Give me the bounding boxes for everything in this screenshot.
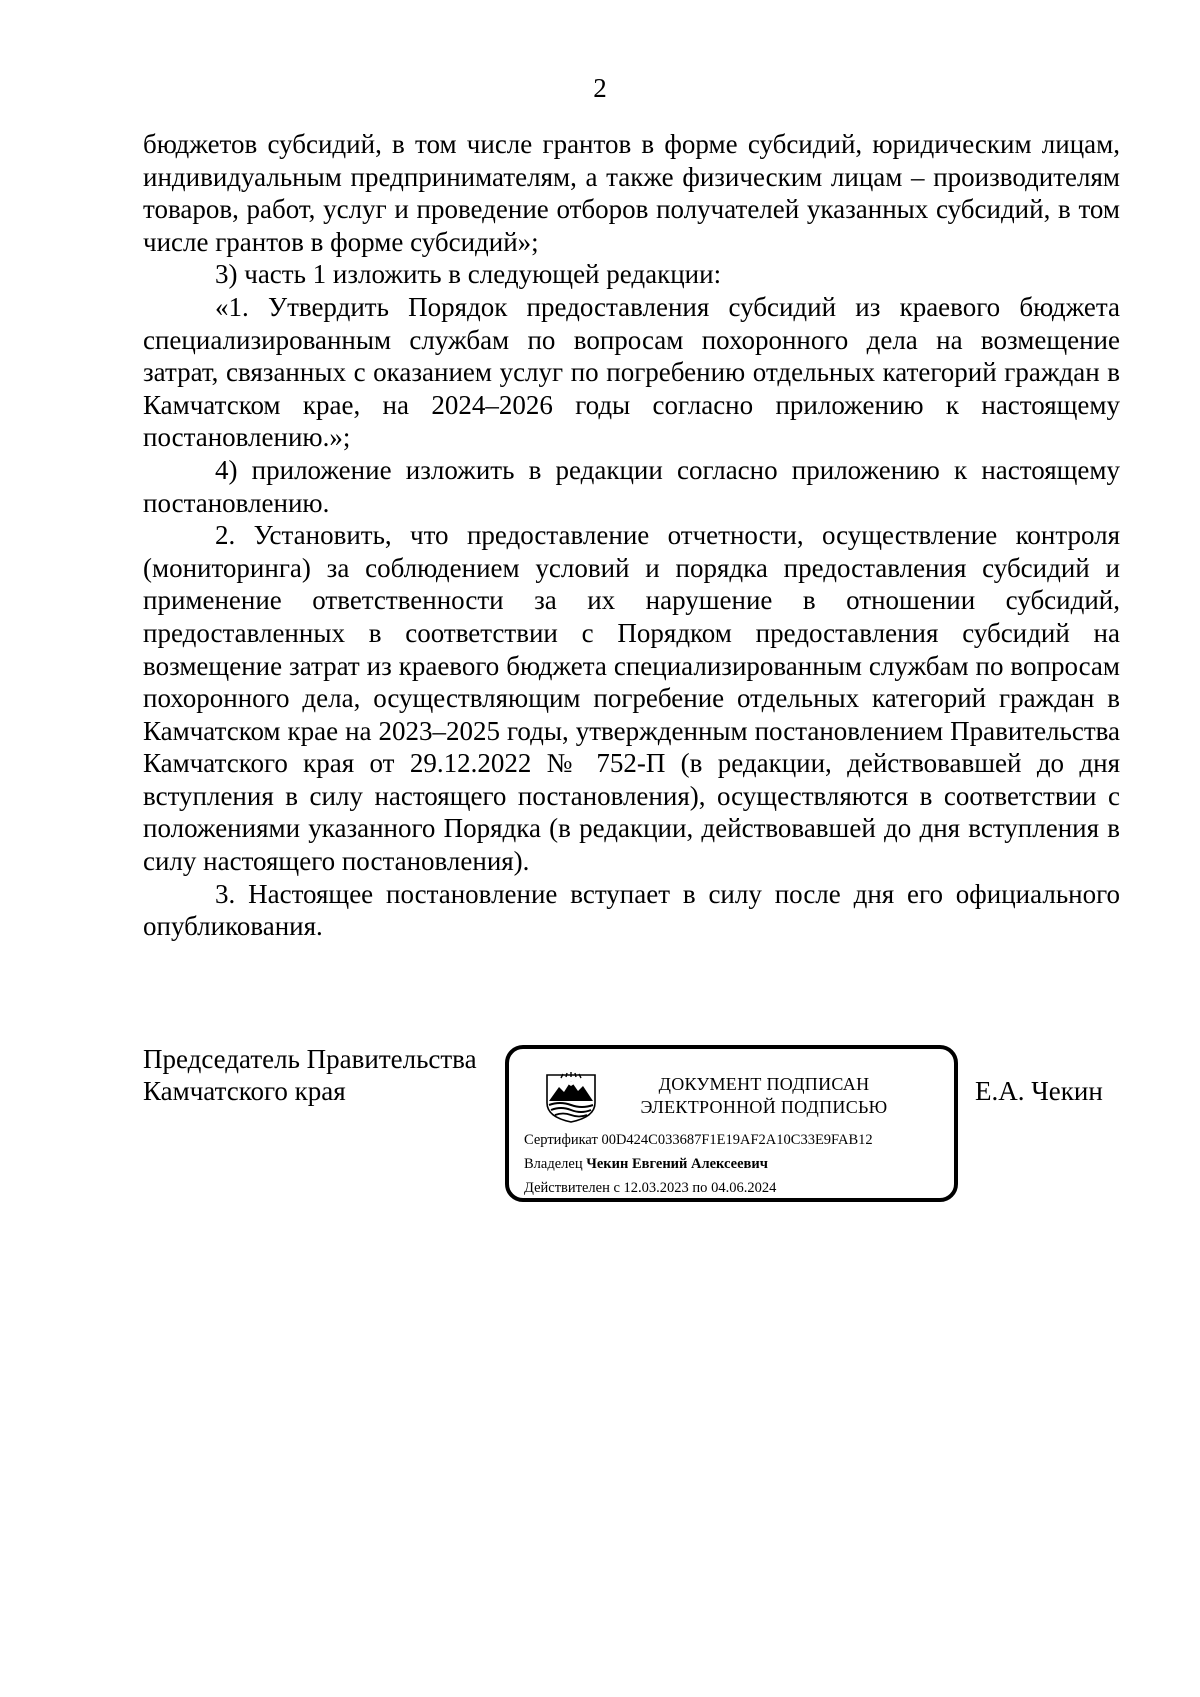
document-body [143, 128, 1120, 943]
stamp-validity [524, 1179, 776, 1197]
signer-name: Е.А. Чекин [975, 1076, 1103, 1106]
paragraph: бюджетов субсидий, в том числе грантов в форме субсидий, юридическим лицам, индивидуальным предпринимателям, а также физическим лицам – производителям товаров, работ, услуг и проведение отборов получателей указанных субсидий, в том числе грантов в форме субсидий»; [143, 129, 1120, 257]
paragraph: 2. Установить, что предоставление отчетности, осуществление контроля (мониторинга) за соблюдением условий и порядка предоставления субсидий и применение ответственности за их нарушение в отношении субсидий, предоставленных в соответствии с Порядком предоставления субсидий на возмещение затрат из краевого бюджета специализированным службам по вопросам похоронного дела, осуществляющим погребение отдельных категорий граждан в Камчатском крае на 2023–2025 годы, утвержденным постановлением Правительства Камчатского края от 29.12.2022 № 752-П (в редакции, действовавшей до дня вступления в силу настоящего постановления), осуществляются в соответствии с положениями указанного Порядка (в редакции, действовавшей до дня вступления в силу настоящего постановления). [143, 520, 1120, 877]
paragraph: 4) приложение изложить в редакции согласно приложению к настоящему постановлению. [143, 454, 1120, 518]
valid-label: Действителен с [524, 1180, 620, 1196]
electronic-signature-stamp [505, 1045, 958, 1202]
kamchatka-coat-of-arms-icon [545, 1071, 597, 1123]
certificate-number: 00D424C033687F1E19AF2A10C33E9FAB12 [601, 1132, 873, 1148]
page-number: 2 [593, 73, 607, 103]
paragraph: 3. Настоящее постановление вступает в силу после дня его официального опубликования. [143, 878, 1120, 942]
owner-name: Чекин Евгений Алексеевич [586, 1156, 768, 1172]
signer-position [143, 1043, 477, 1107]
stamp-title-line: ЭЛЕКТРОННОЙ ПОДПИСЬЮ [640, 1097, 888, 1117]
stamp-title [609, 1073, 919, 1119]
paragraph: «1. Утвердить Порядок предоставления субсидий из краевого бюджета специализированным службам по вопросам похоронного дела на возмещение затрат, связанных с оказанием услуг по погребению отдельных категорий граждан в Камчатском крае, на 2024–2026 годы согласно приложению к настоящему постановлению.»; [143, 291, 1120, 453]
owner-label: Владелец [524, 1156, 583, 1172]
stamp-owner [524, 1155, 768, 1173]
valid-from: 12.03.2023 [623, 1180, 689, 1196]
certificate-label: Сертификат [524, 1132, 598, 1148]
stamp-certificate [524, 1131, 873, 1149]
stamp-title-line: ДОКУМЕНТ ПОДПИСАН [658, 1074, 870, 1094]
valid-to-label: по [692, 1180, 708, 1196]
signer-position-line: Камчатского края [143, 1076, 346, 1106]
valid-to: 04.06.2024 [711, 1180, 777, 1196]
paragraph: 3) часть 1 изложить в следующей редакции: [215, 259, 722, 290]
signer-position-line: Председатель Правительства [143, 1044, 477, 1074]
